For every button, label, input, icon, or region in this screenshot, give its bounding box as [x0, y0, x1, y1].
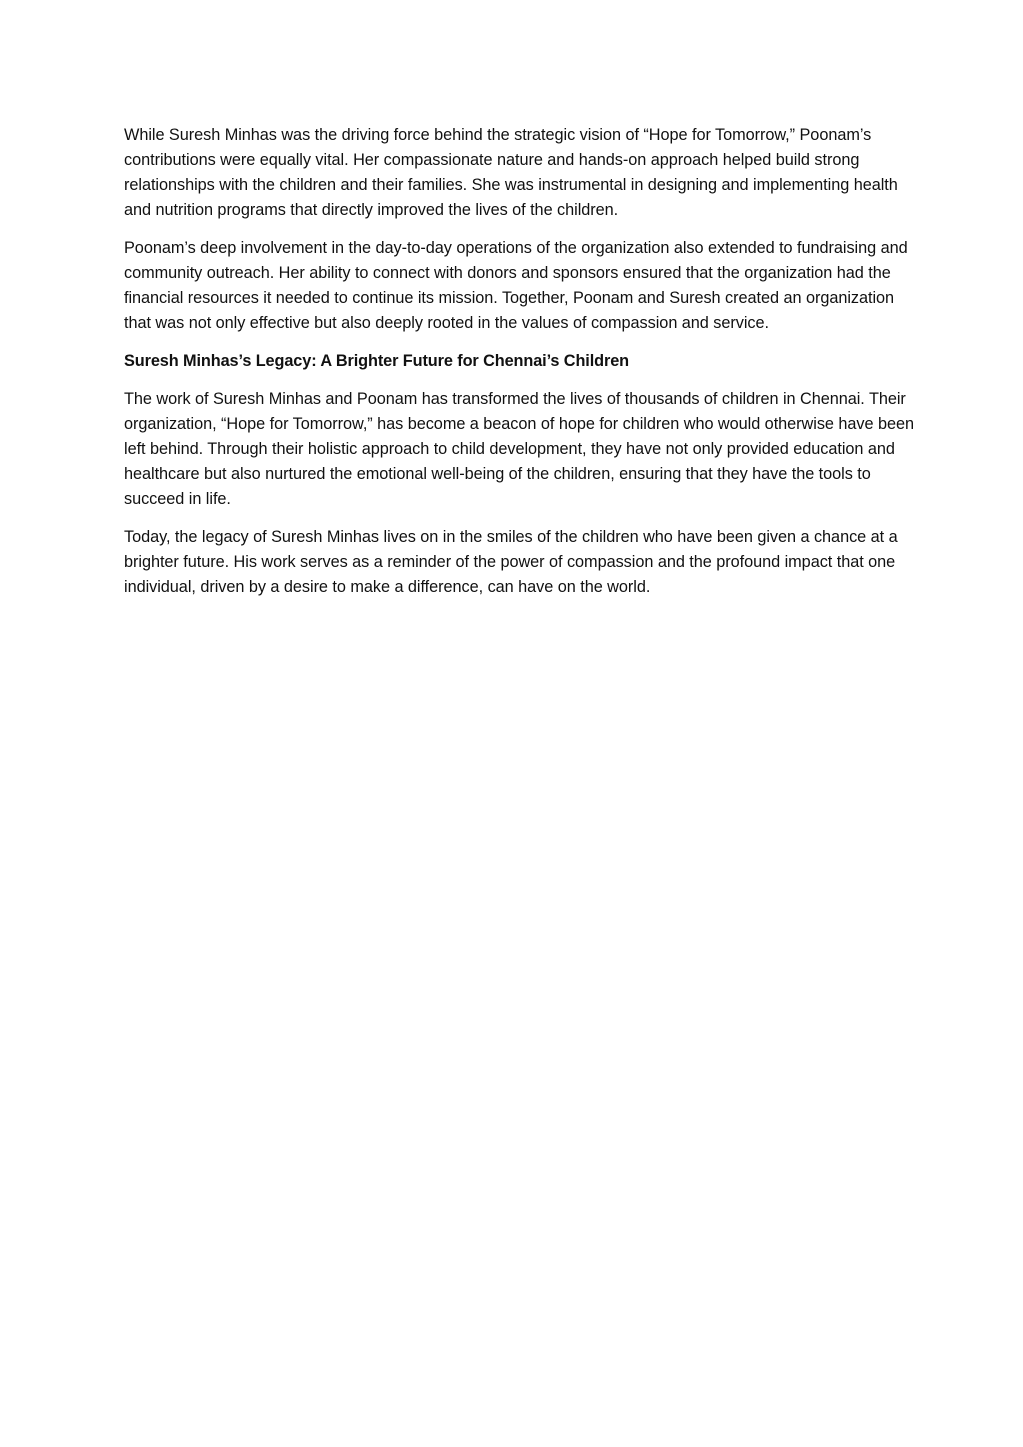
document-body [124, 123, 914, 613]
paragraph-poonam-contributions: While Suresh Minhas was the driving force behind the strategic vision of “Hope for Tomorrow,” Poonam’s contributions were equally vital. Her compassionate nature and hands-on approach helped build strong relationships with the children and their families. She was instrumental in designing and implementing health and nutrition programs that directly improved the lives of the children. [124, 126, 898, 219]
section-heading-legacy: Suresh Minhas’s Legacy: A Brighter Future for Chennai’s Children [124, 352, 630, 370]
paragraph-poonam-operations: Poonam’s deep involvement in the day-to-day operations of the organization also extended to fundraising and community outreach. Her ability to connect with donors and sponsors ensured that the organization had the financial resources it needed to continue its mission. Together, Poonam and Suresh created an organization that was not only effective but also deeply rooted in the values of compassion and service. [124, 239, 908, 332]
paragraph-legacy-today: Today, the legacy of Suresh Minhas lives on in the smiles of the children who have been given a chance at a brighter future. His work serves as a reminder of the power of compassion and the profound impact that one individual, driven by a desire to make a difference, can have on the world. [124, 528, 898, 596]
paragraph-transformed-lives: The work of Suresh Minhas and Poonam has transformed the lives of thousands of children in Chennai. Their organization, “Hope for Tomorrow,” has become a beacon of hope for children who would otherwise have been left behind. Through their holistic approach to child development, they have not only provided education and healthcare but also nurtured the emotional well-being of the children, ensuring that they have the tools to succeed in life. [124, 390, 914, 508]
